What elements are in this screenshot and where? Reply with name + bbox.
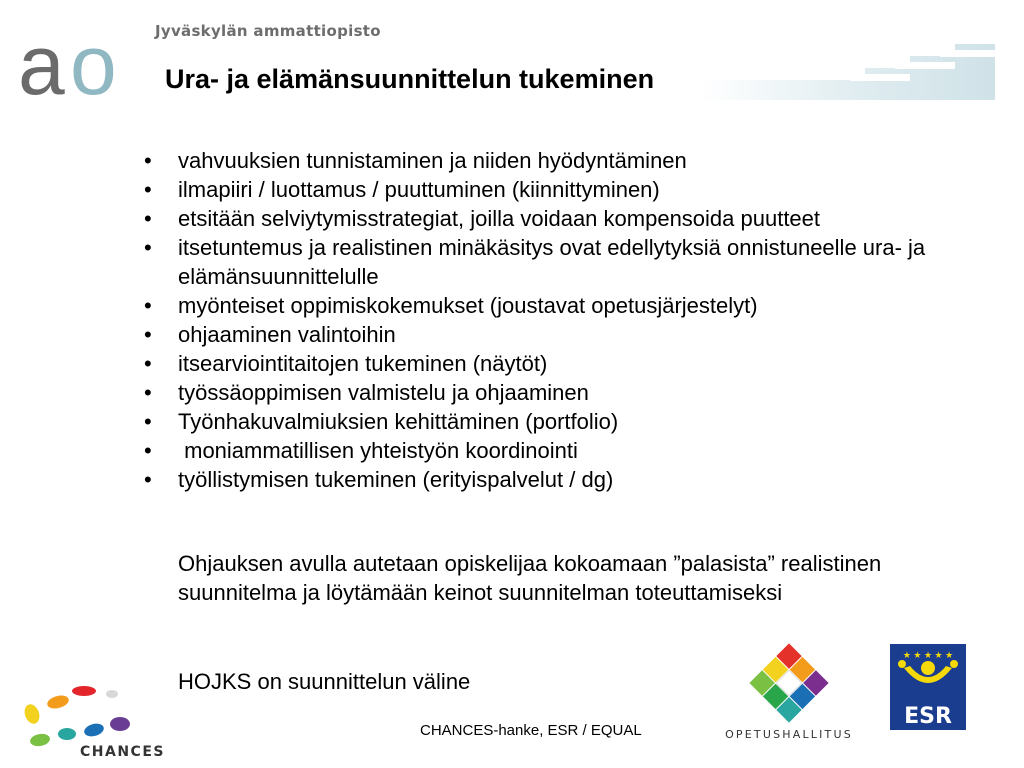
bullet-text: ilmapiiri / luottamus / puuttuminen (kiinnittyminen) <box>178 177 660 202</box>
footer-note: CHANCES-hanke, ESR / EQUAL <box>420 722 642 739</box>
bullet-dot: • <box>144 467 152 492</box>
list-item <box>140 175 970 204</box>
bullet-dot: • <box>144 438 152 463</box>
bullet-dot: • <box>144 148 152 173</box>
list-item <box>140 465 970 494</box>
list-item <box>140 204 970 233</box>
oph-diamond-icon <box>724 640 854 726</box>
opetushallitus-wordmark: OPETUSHALLITUS <box>725 728 853 741</box>
bullet-text: vahvuuksien tunnistaminen ja niiden hyödyntäminen <box>178 148 687 173</box>
bullet-dot: • <box>144 351 152 376</box>
bullet-dot: • <box>144 177 152 202</box>
esr-logo <box>890 644 966 730</box>
bullet-dot: • <box>144 235 152 260</box>
logo-letter-o: o <box>70 28 117 103</box>
svg-text:★ ★ ★ ★ ★: ★ ★ ★ ★ ★ <box>902 650 954 660</box>
bullet-text: Työnhakuvalmiuksien kehittäminen (portfolio) <box>178 409 619 434</box>
chances-wordmark: CHANCES <box>80 744 165 760</box>
chances-logo <box>12 682 182 762</box>
bullet-text: ohjaaminen valintoihin <box>178 322 396 347</box>
logo-letter-a: a <box>18 28 65 103</box>
bullet-text: itsearviointitaitojen tukeminen (näytöt) <box>178 351 548 376</box>
bullet-text: etsitään selviytymisstrategiat, joilla voidaan kompensoida puutteet <box>178 206 821 231</box>
bullet-list <box>140 146 970 494</box>
decorative-stairs <box>700 40 995 100</box>
bullet-text: moniammatillisen yhteistyön koordinointi <box>178 438 578 463</box>
list-item <box>140 378 970 407</box>
list-item <box>140 320 970 349</box>
summary-paragraph: Ohjauksen avulla autetaan opiskelijaa kokoamaan ”palasista” realistinen suunnitelma ja löytämään keinot suunnitelman toteuttamiseksi <box>178 551 882 605</box>
bullet-dot: • <box>144 380 152 405</box>
organization-name: Jyväskylän ammattiopisto <box>155 22 381 40</box>
list-item <box>140 349 970 378</box>
bullet-text: itsetuntemus ja realistinen minäkäsitys ovat edellytyksiä onnistuneelle ura- ja elämänsuunnittelulle <box>178 235 926 289</box>
slide-title: Ura- ja elämänsuunnittelun tukeminen <box>165 64 655 94</box>
bullet-text: työssäoppimisen valmistelu ja ohjaaminen <box>178 380 589 405</box>
bullet-dot: • <box>144 409 152 434</box>
bullet-dot: • <box>144 293 152 318</box>
opetushallitus-logo <box>724 640 854 748</box>
hojks-paragraph: HOJKS on suunnittelun väline <box>178 669 471 694</box>
bullet-text: työllistymisen tukeminen (erityispalvelut / dg) <box>178 467 614 492</box>
bullet-dot: • <box>144 322 152 347</box>
list-item <box>140 436 970 465</box>
ao-logo <box>18 28 133 103</box>
bullet-text: myönteiset oppimiskokemukset (joustavat opetusjärjestelyt) <box>178 293 758 318</box>
list-item <box>140 146 970 175</box>
esr-wordmark: ESR <box>904 704 952 729</box>
bullet-dot: • <box>144 206 152 231</box>
list-item <box>140 291 970 320</box>
list-item <box>140 233 970 291</box>
list-item <box>140 407 970 436</box>
